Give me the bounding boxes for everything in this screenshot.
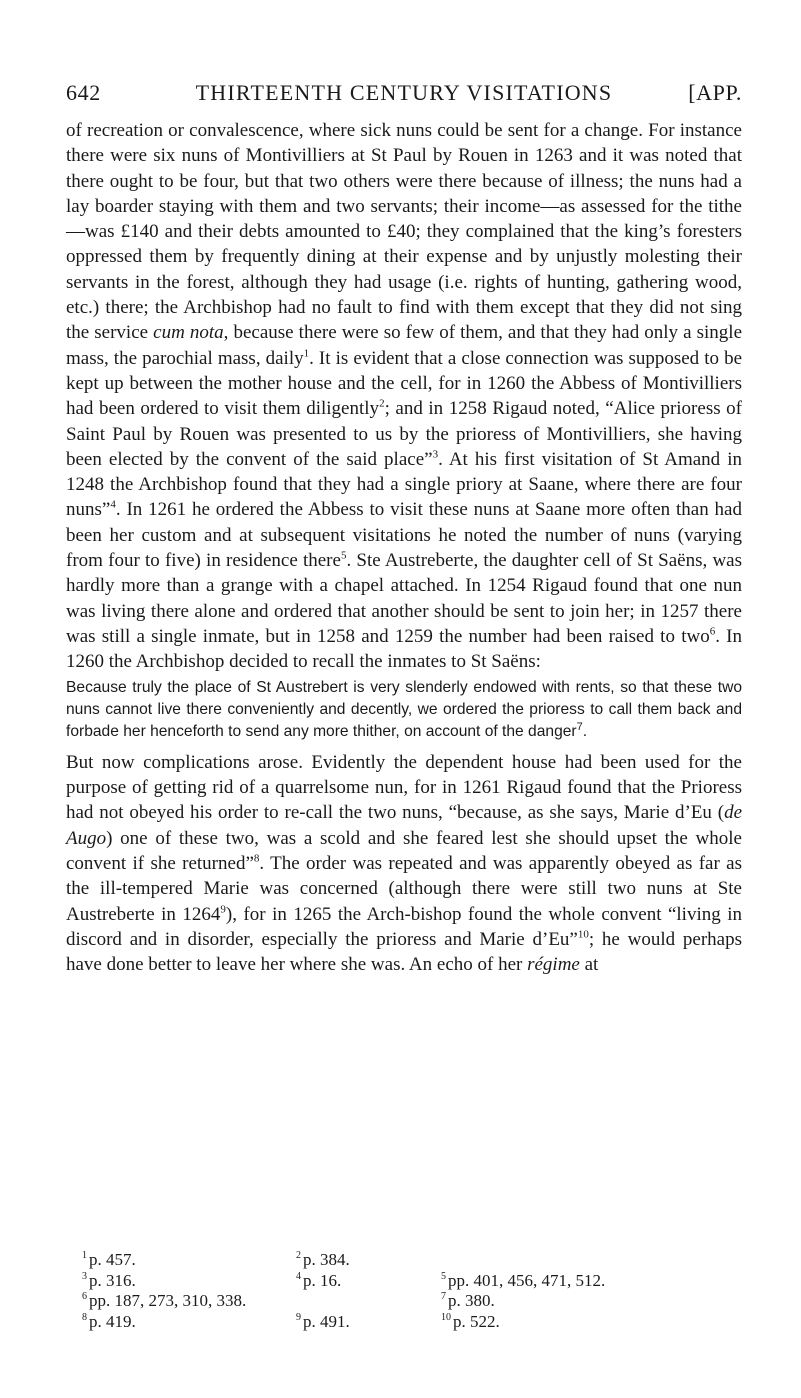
- page-number: 642: [66, 80, 101, 105]
- footnote-ref-6[interactable]: 6: [709, 625, 716, 638]
- footnote-row: [66, 1291, 742, 1312]
- block-quote: Because truly the place of St Austrebert is very slenderly endowed with rents, so that these two nuns cannot live there conveniently and decently, we ordered the prioress to call them back and forbade her henceforth to send any more thither, on account of the danger$^7$.: [66, 678, 742, 741]
- running-header: [66, 80, 742, 114]
- running-title: THIRTEENTH CENTURY VISITATIONS: [195, 80, 613, 105]
- footnote-9: $^9$ p. 491.: [296, 1311, 350, 1331]
- footnote-ref-8[interactable]: 8: [253, 852, 260, 865]
- footnote-8: $^8$ p. 419.: [82, 1311, 136, 1331]
- footnote-ref-5[interactable]: 5: [340, 549, 347, 562]
- footnote-5: $^5$ pp. 401, 456, 471, 512.: [441, 1270, 606, 1290]
- footnote-ref-1[interactable]: 1: [303, 347, 310, 360]
- paragraph-1: of recreation or convalescence, where sick nuns could be sent for a change. For instance there were six nuns of Montivilliers at St Paul by Rouen in 1263 and it was noted that there ought to be four, but that two others were there because of illness; the nuns had a lay boarder staying with them and two servants; their income—as assessed for the tithe—was £140 and their debts amounted to £40; they complained that the king’s foresters oppressed them by frequently dining at their expense and by unjustly molesting their servants in the forest, although they had usage (i.e. rights of hunting, gathering wood, etc.) there; the Archbishop had no fault to find with them except that they did not sing the service cum nota, because there were so few of them, and that they had only a single mass, the parochial mass, daily$^1$. It is evident that a close connection was supposed to be kept up between the mother house and the cell, for in 1260 the Abbess of Montivilliers had been ordered to visit them diligently$^2$; and in 1258 Rigaud noted, “Alice prioress of Saint Paul by Rouen was presented to us by the prioress of Montivilliers, she having been elected by the convent of the said place”$^3$. At his first visitation of St Amand in 1248 the Archbishop found that they had a single priory at Saane, where there are four nuns”$^4$. In 1261 he ordered the Abbess to visit these nuns at Saane more often than had been her custom and at subsequent visitations he noted the number of nuns (varying from four to five) in residence there$^5$. Ste Austreberte, the daughter cell of St Saëns, was hardly more than a grange with a chapel attached. In 1254 Rigaud found that one nun was living there alone and ordered that another should be sent to join her; in 1257 there was still a single inmate, but in 1258 and 1259 the number had been raised to two$^6$. In 1260 the Archbishop decided to recall the inmates to St Saëns:: [66, 120, 743, 673]
- footnote-row: [66, 1271, 742, 1292]
- footnote-ref-10[interactable]: 10: [577, 928, 589, 941]
- footnote-3: $^3$ p. 316.: [82, 1270, 136, 1290]
- italic-de-augo: de Augo: [66, 802, 742, 849]
- body-text: [66, 118, 742, 977]
- footnote-10: $^{10}$ p. 522.: [441, 1311, 500, 1331]
- footnote-ref-2[interactable]: 2: [379, 397, 385, 410]
- footnote-ref-4[interactable]: 4: [110, 499, 116, 512]
- footnote-row: [66, 1250, 742, 1271]
- paragraph-2: But now complications arose. Evidently the dependent house had been used for the purpose of getting rid of a quarrelsome nun, for in 1261 Rigaud found that the Prioress had not obeyed his order to re-call the two nuns, “because, as she says, Marie d’Eu (de Augo) one of these two, was a scold and she feared lest she should upset the whole convent if she returned”$^8$. The order was repeated and was apparently obeyed as far as the ill-tempered Marie was concerned (although there were still two nuns at Ste Austreberte in 1264$^9$), for in 1265 the Arch-bishop found the whole convent “living in discord and in disorder, especially the prioress and Marie d’Eu”$^{10}$; he would perhaps have done better to leave her where she was. An echo of her régime at: [66, 751, 743, 976]
- italic-cum-nota: cum nota: [153, 322, 224, 344]
- footnote-ref-9[interactable]: 9: [220, 903, 226, 916]
- footnote-row: [66, 1312, 742, 1333]
- footnote-2: $^2$ p. 384.: [296, 1250, 350, 1269]
- footnotes: [66, 1250, 742, 1332]
- footnote-ref-3[interactable]: 3: [432, 448, 439, 461]
- section-label: [APP.: [688, 80, 742, 105]
- footnote-1: $^1$ p. 457.: [82, 1250, 136, 1269]
- footnote-4: $^4$ p. 16.: [296, 1270, 342, 1290]
- footnote-6: $^6$ pp. 187, 273, 310, 338.: [82, 1291, 247, 1310]
- footnote-ref-7[interactable]: 7: [576, 721, 583, 734]
- italic-regime: régime: [527, 954, 580, 976]
- footnote-7: $^7$ p. 380.: [441, 1291, 495, 1310]
